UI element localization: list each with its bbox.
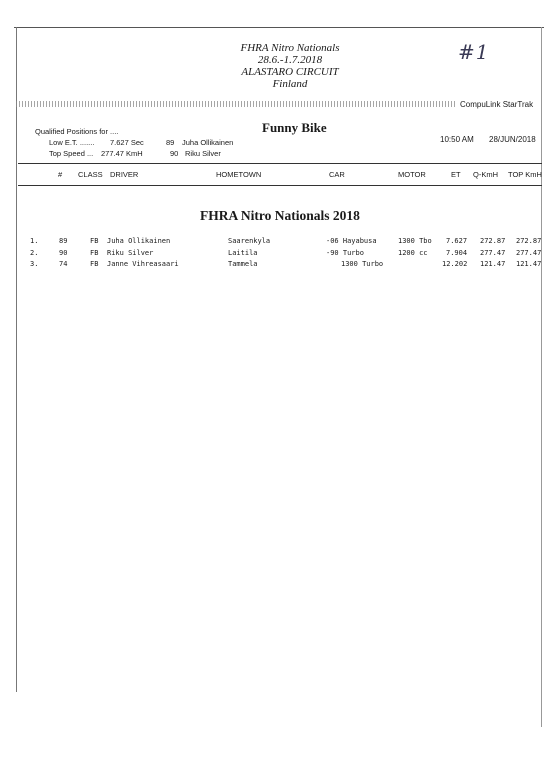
row-topkmh: 277.47 [516,249,542,257]
col-topkmh: TOP KmH [508,170,542,179]
row-num: 74 [59,260,68,268]
qualified-label: Qualified Positions for .... [35,127,119,136]
row-pos: 1. [30,237,39,245]
col-driver: DRIVER [110,170,139,179]
page-border-left [16,27,17,692]
row-et: 7.904 [446,249,468,257]
event-name: FHRA Nitro Nationals [240,42,340,54]
event-dates: 28.6.-1.7.2018 [257,54,323,66]
results-title: FHRA Nitro Nationals 2018 [200,208,360,223]
top-speed-number: 90 [170,149,179,158]
col-motor: MOTOR [398,170,426,179]
row-motor: 1200 cc [398,249,428,257]
row-pos: 3. [30,260,39,268]
col-num: # [58,170,63,179]
event-circuit: ALASTARO CIRCUIT [241,66,339,78]
row-driver: Janne Vihreasaari [107,260,179,268]
row-class: FB [90,260,99,268]
row-class: FB [90,237,99,245]
top-speed-label: Top Speed ... [49,149,94,158]
row-driver: Riku Silver [107,249,154,257]
row-qkmh: 277.47 [480,249,506,257]
low-et-value: 7.627 Sec [110,138,144,147]
row-num: 89 [59,237,68,245]
top-speed-value: 277.47 KmH [101,149,143,158]
col-qkmh: Q-KmH [473,170,498,179]
hatched-divider [16,101,456,107]
row-hometown: Laitila [228,249,258,257]
row-car: -06 Hayabusa [326,237,377,245]
row-car: -90 Turbo [326,249,364,257]
row-topkmh: 272.87 [516,237,542,245]
top-speed-driver: Riku Silver [185,149,221,158]
col-et: ET [451,170,461,179]
category-title: Funny Bike [262,120,327,135]
row-et: 7.627 [446,237,468,245]
table-row [0,249,556,260]
table-row [0,260,556,271]
system-name: CompuLink StarTrak [460,100,534,109]
row-num: 90 [59,249,68,257]
page-border-top [14,27,544,28]
report-time: 10:50 AM [440,135,474,144]
header-rule-bottom [18,185,542,186]
row-car: 1300 Turbo [341,260,384,268]
low-et-label: Low E.T. ....... [49,138,95,147]
row-motor: 1300 Tbo [398,237,432,245]
row-hometown: Tammela [228,260,258,268]
row-topkmh: 121.47 [516,260,542,268]
header-rule-top [18,163,542,164]
table-row [0,237,556,248]
row-hometown: Saarenkyla [228,237,271,245]
col-car: CAR [329,170,345,179]
row-pos: 2. [30,249,39,257]
low-et-number: 89 [166,138,175,147]
row-class: FB [90,249,99,257]
row-driver: Juha Ollikainen [107,237,171,245]
col-hometown: HOMETOWN [216,170,262,179]
page-border-right [541,27,542,727]
col-class: CLASS [78,170,103,179]
report-date: 28/JUN/2018 [489,135,536,144]
row-qkmh: 121.47 [480,260,506,268]
row-et: 12.202 [442,260,468,268]
event-country: Finland [272,78,308,90]
row-qkmh: 272.87 [480,237,506,245]
handwritten-mark: #1 [458,40,490,64]
low-et-driver: Juha Ollikainen [182,138,234,147]
